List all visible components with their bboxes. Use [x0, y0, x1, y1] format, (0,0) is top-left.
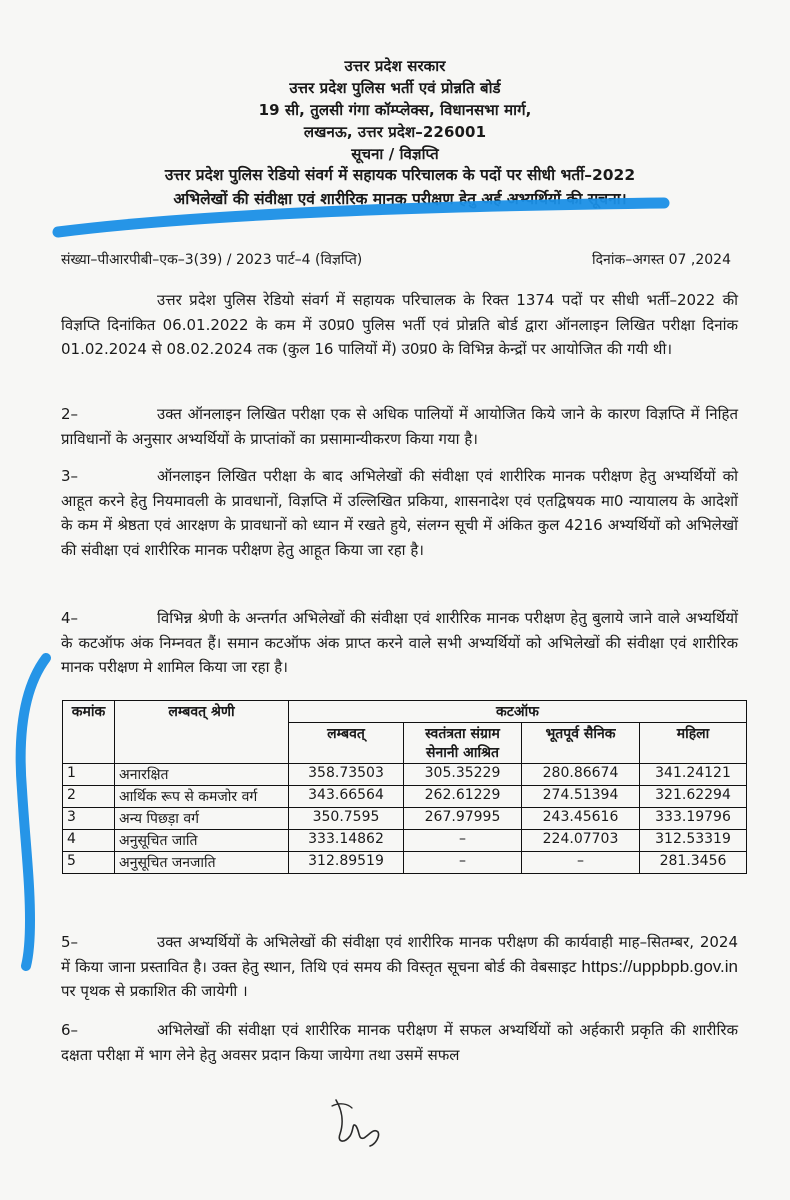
cell-freedom: –	[404, 852, 522, 874]
table-row	[63, 764, 747, 786]
header-category: लम्बवत् श्रेणी	[115, 701, 289, 764]
paragraph-4-text: विभिन्न श्रेणी के अन्तर्गत अभिलेखों की संवीक्षा एवं शारीरिक मानक परीक्षण हेतु बुलाये जाने वाले अभ्यर्थियों के कटऑफ अंक निम्नवत हैं। समान कटऑफ अंक प्राप्त करने वाले सभी अभ्यर्थियों को अभिलेखों की संवीक्षा एवं शारीरिक मानक परीक्षण मे शामिल किया जा रहा है।	[61, 609, 738, 676]
cell-freedom: 305.35229	[404, 764, 522, 786]
header-vertical: लम्बवत्	[289, 723, 404, 764]
table-row	[63, 830, 747, 852]
highlight-margin-stroke	[21, 658, 46, 966]
subject-line-2: अभिलेखों की संवीक्षा एवं शारीरिक मानक परीक्षण हेतु अर्ह अभ्यर्थियों की सूचना।	[173, 190, 627, 208]
cell-category: अनारक्षित	[115, 764, 289, 786]
cell-vertical: 343.66564	[289, 786, 404, 808]
cell-sn: 1	[63, 764, 115, 786]
paragraph-2-text: उक्त ऑनलाइन लिखित परीक्षा एक से अधिक पालियों में आयोजित किये जाने के कारण विज्ञप्ति में निहित प्राविधानों के अनुसार अभ्यर्थियों के प्राप्तांकों का प्रसामान्यीकरण किया गया है।	[61, 405, 738, 448]
cutoff-table	[62, 700, 747, 874]
paragraph-2-number: 2–	[61, 405, 79, 423]
paragraph-1-text: उत्तर प्रदेश पुलिस रेडियो संवर्ग में सहायक परिचालक के रिक्त 1374 पदों पर सीधी भर्ती–2022 की विज्ञप्ति दिनांकित 06.01.2022 के कम में उ0प्र0 पुलिस भर्ती एवं प्रोन्नति बोर्ड द्वारा ऑनलाइन लिखित परीक्षा दिनांक 01.02.2024 से 08.02.2024 तक (कुल 16 पालियों में) उ0प्र0 के विभिन्न केन्द्रों पर आयोजित की गयी थी।	[61, 291, 738, 358]
cell-women: 321.62294	[640, 786, 747, 808]
paragraph-5	[61, 930, 738, 1004]
paragraph-6-text: अभिलेखों की संवीक्षा एवं शारीरिक मानक परीक्षण में सफल अभ्यर्थियों को अर्हकारी प्रकृति की शारीरिक दक्षता परीक्षा में भाग लेने हेतु अवसर प्रदान किया जायेगा तथा उसमें सफल	[61, 1021, 738, 1064]
cell-vertical: 333.14862	[289, 830, 404, 852]
header-freedom-fighter: स्वतंत्रता संग्राम सेनानी आश्रित	[404, 723, 522, 764]
paragraph-4	[61, 606, 738, 680]
cell-freedom: –	[404, 830, 522, 852]
cell-exservice: 280.86674	[522, 764, 640, 786]
header-address: 19 सी, तुलसी गंगा कॉम्प्लेक्स, विधानसभा मार्ग,	[258, 101, 532, 119]
reference-line	[61, 250, 731, 269]
cell-sn: 2	[63, 786, 115, 808]
table-row	[63, 786, 747, 808]
subject-line-1: उत्तर प्रदेश पुलिस रेडियो संवर्ग में सहायक परिचालक के पदों पर सीधी भर्ती–2022	[164, 166, 636, 184]
paragraph-3-number: 3–	[61, 467, 79, 485]
table-header-row	[63, 701, 747, 723]
header-ex-serviceman: भूतपूर्व सैनिक	[522, 723, 640, 764]
cell-women: 312.53319	[640, 830, 747, 852]
table-row	[63, 808, 747, 830]
header-board: उत्तर प्रदेश पुलिस भर्ती एवं प्रोन्नति बोर्ड	[289, 79, 501, 97]
paragraph-6-number: 6–	[61, 1021, 79, 1039]
cell-category: अनुसूचित जाति	[115, 830, 289, 852]
paragraph-2	[61, 402, 738, 451]
cell-category: आर्थिक रूप से कमजोर वर्ग	[115, 786, 289, 808]
reference-date: दिनांक–अगस्त 07 ,2024	[591, 252, 731, 268]
cell-women: 341.24121	[640, 764, 747, 786]
header-sn: कमांक	[63, 701, 115, 764]
header-cutoff: कटऑफ	[289, 701, 747, 723]
website-link[interactable]: https://uppbpb.gov.in	[581, 956, 738, 976]
cell-women: 333.19796	[640, 808, 747, 830]
header-govt: उत्तर प्रदेश सरकार	[344, 57, 446, 75]
header-notice-type: सूचना / विज्ञप्ति	[351, 145, 439, 163]
cell-exservice: 224.07703	[522, 830, 640, 852]
cell-sn: 4	[63, 830, 115, 852]
cell-vertical: 358.73503	[289, 764, 404, 786]
cell-freedom: 262.61229	[404, 786, 522, 808]
cell-vertical: 350.7595	[289, 808, 404, 830]
reference-number: संख्या–पीआरपीबी–एक–3(39) / 2023 पार्ट–4 (विज्ञप्ति)	[61, 252, 363, 268]
cell-sn: 3	[63, 808, 115, 830]
paragraph-3	[61, 464, 738, 562]
cell-vertical: 312.89519	[289, 852, 404, 874]
paragraph-1	[61, 288, 738, 362]
paragraph-5-text-b: पर पृथक से प्रकाशित की जायेगी ।	[61, 982, 248, 1000]
paragraph-5-text	[61, 930, 738, 1004]
cell-women: 281.3456	[640, 852, 747, 874]
paragraph-6	[61, 1018, 738, 1067]
header-city: लखनऊ, उत्तर प्रदेश–226001	[303, 123, 487, 141]
table-row	[63, 852, 747, 874]
cell-category: अन्य पिछड़ा वर्ग	[115, 808, 289, 830]
cell-sn: 5	[63, 852, 115, 874]
cell-freedom: 267.97995	[404, 808, 522, 830]
paragraph-5-text-a: उक्त अभ्यर्थियों के अभिलेखों की संवीक्षा एवं शारीरिक मानक परीक्षण की कार्यवाही माह–सितम्बर, 2024 में किया जाना प्रस्तावित है। उक्त हेतु स्थान, तिथि एवं समय की विस्तृत सूचना बोर्ड की वेबसाइट	[61, 933, 738, 976]
header-women: महिला	[640, 723, 747, 764]
cell-exservice: 274.51394	[522, 786, 640, 808]
signature	[322, 1092, 402, 1152]
paragraph-5-number: 5–	[61, 933, 79, 951]
paragraph-3-text: ऑनलाइन लिखित परीक्षा के बाद अभिलेखों की संवीक्षा एवं शारीरिक मानक परीक्षण हेतु अभ्यर्थियों को आहूत करने हेतु नियमावली के प्रावधानों, विज्ञप्ति में उल्लिखित प्रकिया, शासनादेश एवं एतद्विषयक मा0 न्यायालय के आदेशों के कम में श्रेष्ठता एवं आरक्षण के प्रावधानों को ध्यान में रखते हुये, संलग्न सूची में अंकित कुल 4216 अभ्यर्थियों को अभिलेखों की संवीक्षा एवं शारीरिक मानक परीक्षण हेतु आहूत किया जा रहा है।	[61, 467, 738, 559]
cell-exservice: –	[522, 852, 640, 874]
cell-exservice: 243.45616	[522, 808, 640, 830]
paragraph-4-number: 4–	[61, 609, 79, 627]
cell-category: अनुसूचित जनजाति	[115, 852, 289, 874]
